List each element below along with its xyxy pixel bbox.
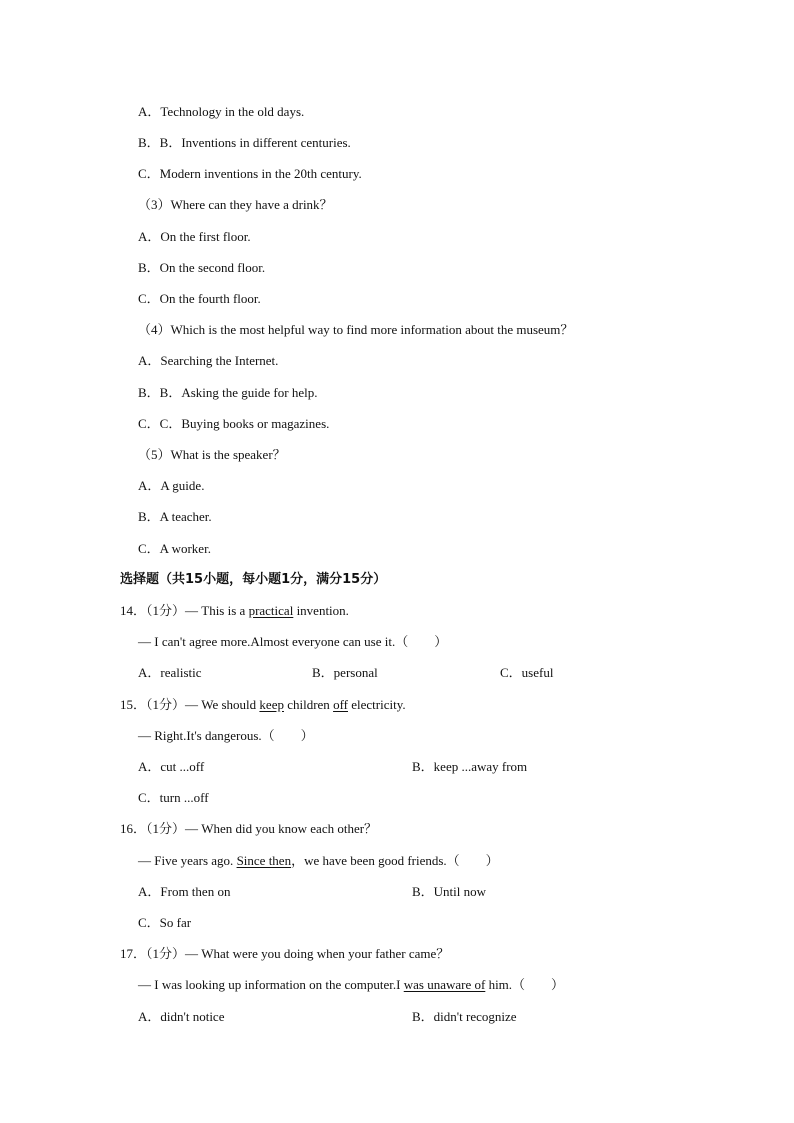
option-c: C．useful	[500, 665, 554, 680]
option-a: A．A guide.	[138, 478, 205, 493]
stem-prefix: 14．（1分）— This is a	[120, 603, 249, 618]
question-5-stem: （5）What is the speaker？	[138, 447, 286, 462]
option-b: B．didn't recognize	[412, 1009, 517, 1024]
question-4-stem: （4）Which is the most helpful way to find more information about the museum？	[138, 322, 574, 337]
stem-prefix: 15．（1分）— We should	[120, 697, 260, 712]
section-heading: 选择题（共15小题，每小题1分，满分15分）	[120, 572, 387, 587]
stem-suffix: invention.	[293, 603, 349, 618]
underlined-word: off	[333, 697, 348, 712]
underlined-phrase: Since then	[236, 853, 292, 868]
option-a: A．realistic	[138, 665, 202, 680]
question-16-reply	[138, 853, 499, 869]
question-17-reply	[138, 977, 564, 993]
option-b: B．B．Asking the guide for help.	[138, 385, 318, 400]
option-c: C．C．Buying books or magazines.	[138, 416, 330, 431]
option-c: C．turn ...off	[138, 790, 209, 805]
option-b: B．keep ...away from	[412, 759, 528, 774]
option-a: A．From then on	[138, 884, 231, 899]
option-a: A．Searching the Internet.	[138, 353, 279, 368]
question-14-reply: — I can't agree more.Almost everyone can use it.（ ）	[138, 634, 448, 649]
option-b: B．Until now	[412, 884, 487, 899]
option-c: C．So far	[138, 915, 192, 930]
stem-middle: children	[283, 697, 334, 712]
option-c: C．Modern inventions in the 20th century.	[138, 166, 362, 181]
option-b: B．personal	[312, 665, 378, 680]
option-a: A．Technology in the old days.	[138, 104, 305, 119]
question-15-stem	[120, 697, 406, 713]
question-3-stem: （3）Where can they have a drink？	[138, 197, 333, 212]
option-a: A．On the first floor.	[138, 229, 251, 244]
question-15-reply: — Right.It's dangerous.（ ）	[138, 728, 314, 743]
stem-suffix: electricity.	[348, 697, 406, 712]
underlined-word: practical	[248, 603, 294, 618]
option-b: B．On the second floor.	[138, 260, 266, 275]
reply-suffix: ，we have been good friends.（ ）	[291, 853, 499, 868]
option-a: A．didn't notice	[138, 1009, 225, 1024]
reply-prefix: — I was looking up information on the computer.I	[138, 977, 404, 992]
underlined-phrase: was unaware of	[403, 977, 486, 992]
option-c: C．A worker.	[138, 541, 211, 556]
reply-suffix: him.（ ）	[485, 977, 565, 992]
underlined-word: keep	[259, 697, 284, 712]
option-a: A．cut ...off	[138, 759, 205, 774]
option-c: C．On the fourth floor.	[138, 291, 261, 306]
option-b: B．A teacher.	[138, 509, 212, 524]
option-b: B．B．Inventions in different centuries.	[138, 135, 351, 150]
question-16-stem: 16．（1分）— When did you know each other？	[120, 821, 378, 836]
question-17-stem: 17．（1分）— What were you doing when your father came？	[120, 946, 450, 961]
reply-prefix: — Five years ago.	[138, 853, 237, 868]
question-14-stem	[120, 603, 349, 619]
